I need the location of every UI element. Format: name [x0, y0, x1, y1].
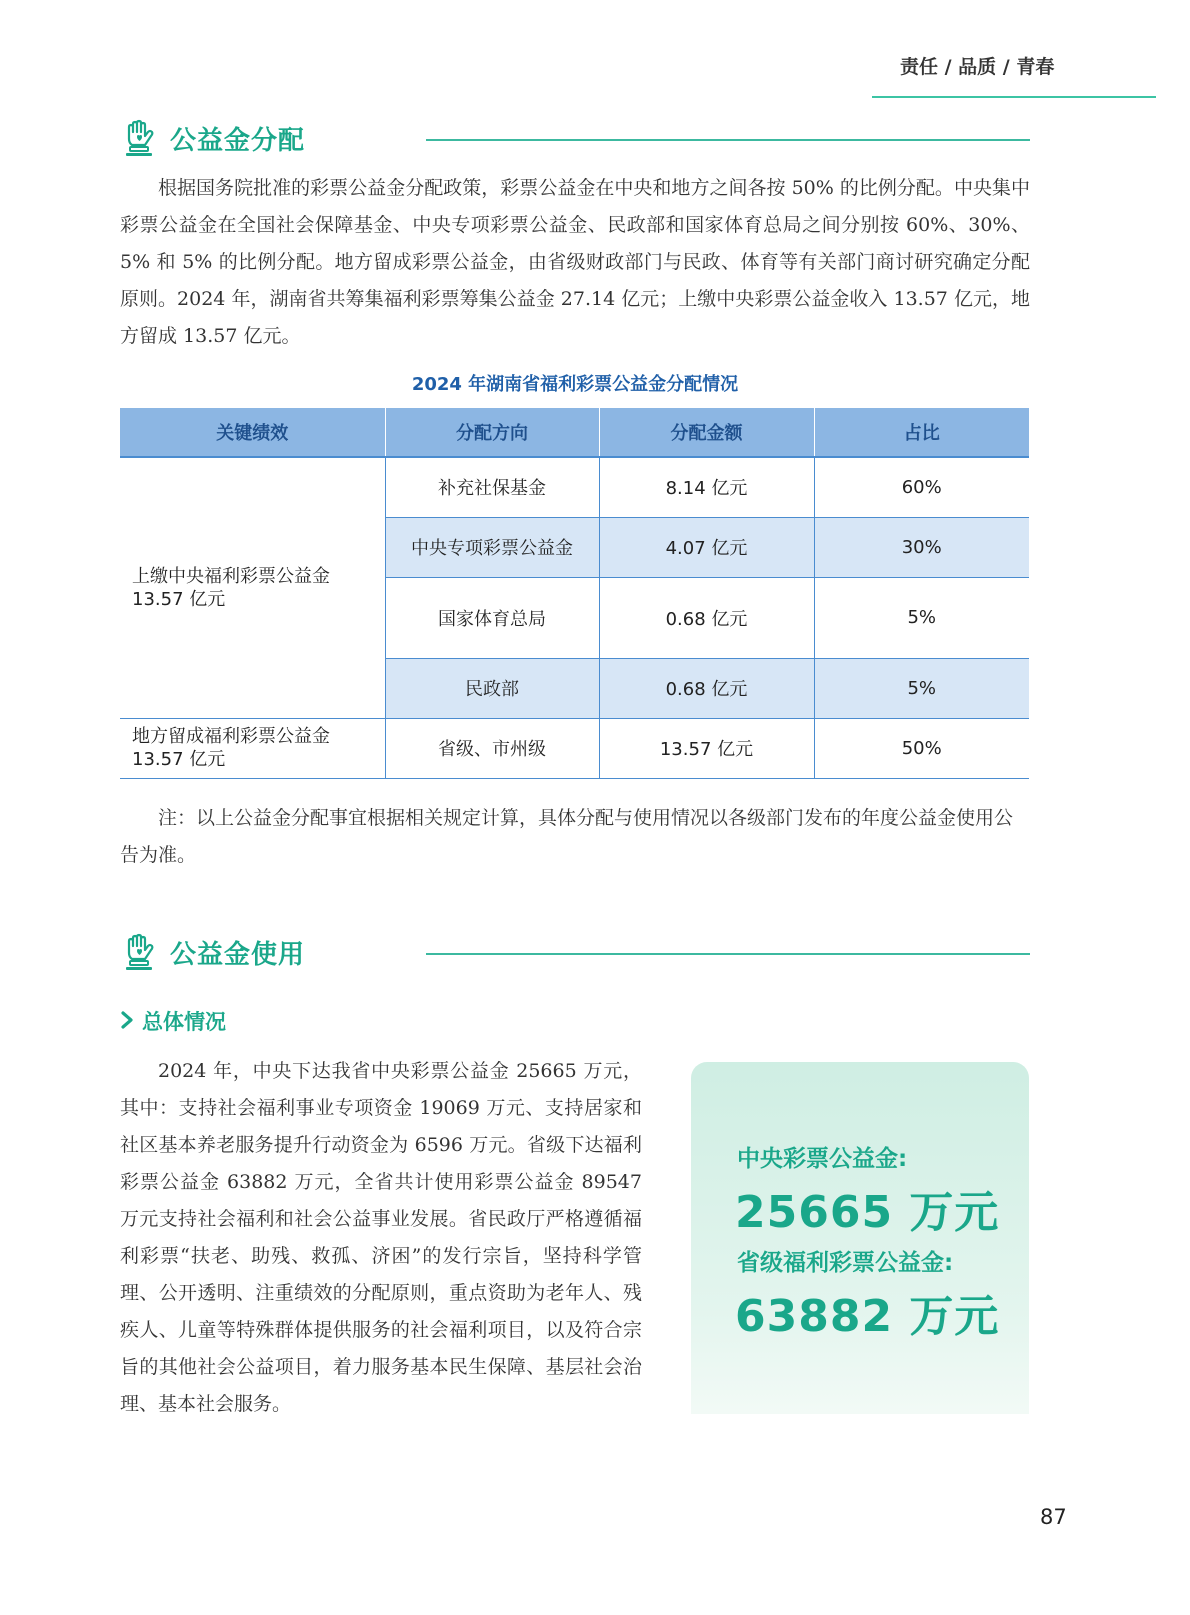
section-heading-allocation	[120, 118, 1030, 162]
table-note: 注：以上公益金分配事宜根据相关规定计算，具体分配与使用情况以各级部门发布的年度公益金使用公告为准。	[120, 807, 1014, 866]
direction-cell: 补充社保基金	[385, 457, 599, 517]
page-number: 87	[1040, 1505, 1067, 1529]
direction-cell: 民政部	[385, 658, 599, 718]
header-amount: 分配金额	[599, 408, 814, 457]
provincial-fund-label: 省级福利彩票公益金:	[737, 1250, 954, 1276]
ratio-cell: 5%	[814, 577, 1029, 658]
table-row	[120, 718, 1029, 778]
section-rule	[426, 953, 1030, 955]
header-rule	[872, 96, 1156, 98]
section-heading-usage	[120, 932, 1030, 976]
allocation-table	[120, 408, 1029, 779]
section-title: 公益金分配	[170, 126, 306, 156]
allocation-paragraph: 根据国务院批准的彩票公益金分配政策，彩票公益金在中央和地方之间各按 50% 的比例分配。中央集中彩票公益金在全国社会保障基金、中央专项彩票公益金、民政部和国家体育总局之间分别按 60%、30%、5% 和 5% 的比例分配。地方留成彩票公益金，由省级财政部门与民政、体育等有关部门商讨研究确定分配原则。2024 年，湖南省共筹集福利彩票筹集公益金 27.14 亿元；上缴中央彩票公益金收入 13.57 亿元，地方留成 13.57 亿元。	[120, 177, 1030, 347]
ratio-cell: 5%	[814, 658, 1029, 718]
subheading-overview	[120, 1006, 226, 1036]
group-total: 13.57 亿元	[132, 588, 226, 610]
amount-cell: 4.07 亿元	[599, 517, 814, 577]
ratio-cell: 30%	[814, 517, 1029, 577]
ratio-cell: 60%	[814, 457, 1029, 517]
stats-panel	[691, 1062, 1029, 1414]
section-rule	[426, 139, 1030, 141]
table-row	[120, 457, 1029, 517]
central-fund-label: 中央彩票公益金:	[737, 1146, 908, 1172]
header-ratio: 占比	[814, 408, 1029, 457]
amount-cell: 0.68 亿元	[599, 577, 814, 658]
table-caption: 2024 年湖南省福利彩票公益金分配情况	[411, 374, 739, 395]
amount-cell: 0.68 亿元	[599, 658, 814, 718]
group-total: 13.57 亿元	[132, 749, 226, 770]
direction-cell: 省级、市州级	[385, 718, 599, 778]
direction-cell: 国家体育总局	[385, 577, 599, 658]
table-header-row	[120, 408, 1029, 457]
group-local-cell	[120, 718, 385, 778]
header-key-performance: 关键绩效	[120, 408, 385, 457]
hand-heart-icon	[120, 932, 158, 972]
direction-cell: 中央专项彩票公益金	[385, 517, 599, 577]
header-direction: 分配方向	[385, 408, 599, 457]
central-fund-value: 25665 万元	[735, 1187, 1000, 1238]
header-slogan: 责任 / 品质 / 青春	[900, 56, 1055, 78]
provincial-fund-value: 63882 万元	[735, 1291, 1000, 1342]
subheading-text: 总体情况	[142, 1010, 226, 1034]
group-label: 地方留成福利彩票公益金	[132, 726, 330, 747]
section-title: 公益金使用	[170, 940, 306, 970]
hand-heart-icon	[120, 118, 158, 158]
amount-cell: 8.14 亿元	[599, 457, 814, 517]
usage-paragraph: 2024 年，中央下达我省中央彩票公益金 25665 万元，其中：支持社会福利事业专项资金 19069 万元、支持居家和社区基本养老服务提升行动资金为 6596 万元。省级下达福利彩票公益金 63882 万元，全省共计使用彩票公益金 89547 万元支持社会福利和社会公益事业发展。省民政厅严格遵循福利彩票“扶老、助残、救孤、济困”的发行宗旨，坚持科学管理、公开透明、注重绩效的分配原则，重点资助为老年人、残疾人、儿童等特殊群体提供服务的社会福利项目，以及符合宗旨的其他社会公益项目，着力服务基本民生保障、基层社会治理、基本社会服务。	[120, 1060, 642, 1415]
amount-cell: 13.57 亿元	[599, 718, 814, 778]
group-label: 上缴中央福利彩票公益金	[132, 565, 330, 587]
ratio-cell: 50%	[814, 718, 1029, 778]
chevron-right-icon	[120, 1011, 134, 1029]
group-central-cell	[120, 457, 385, 718]
